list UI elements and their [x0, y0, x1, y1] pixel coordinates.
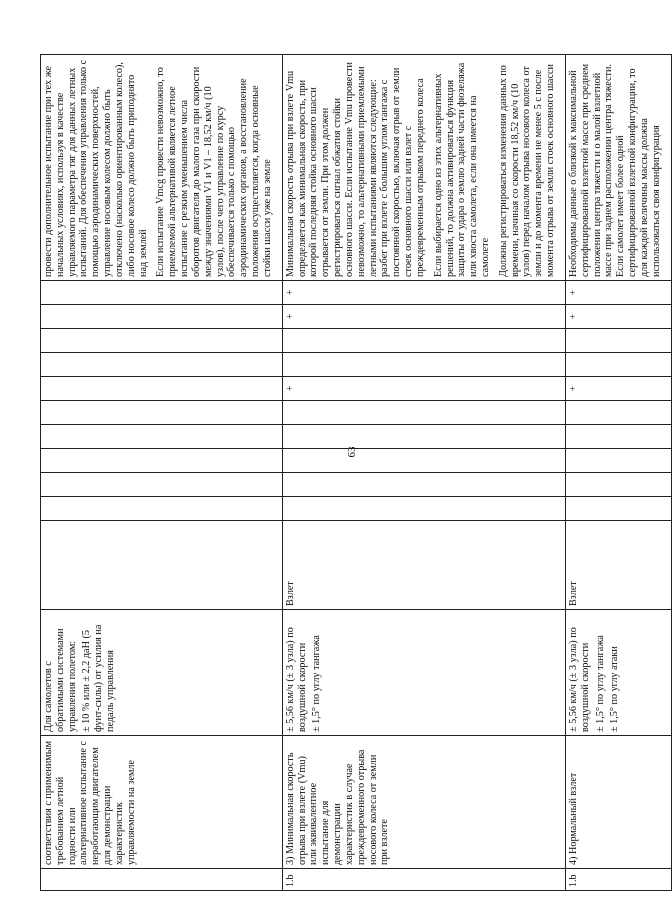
- applicability-mark: [41, 281, 283, 305]
- test-name: 4) Нормальный взлет: [565, 736, 671, 869]
- applicability-mark: [565, 497, 671, 521]
- requirements-table: [40, 55, 662, 891]
- applicability-mark: +: [565, 377, 671, 401]
- applicability-mark: [41, 425, 283, 449]
- notes-cell: [282, 55, 565, 281]
- page-number: 63: [346, 446, 358, 458]
- note-paragraph: Должны регистрироваться изменения данных по времени, начиная со скорости 18,52 км/ч (10 узлов) перед началом отрыва носового колеса от земли и до момента времени не менее 5 с после момента отрыва от земли стоек основного шасси: [497, 64, 557, 277]
- applicability-mark: +: [565, 305, 671, 329]
- applicability-mark: [565, 473, 671, 497]
- note-paragraph: Необходимы данные о близкой к максимальной сертифицированной взлетной массе при среднем положении центра тяжести и о малой взлетной массе при заднем расположении центра тяжести. Если самолет имеет более одной сертифицированной взлетной конфигурации, то для каждой величины массы должна использоваться своя конфигурация: [567, 63, 662, 277]
- applicability-mark: [41, 401, 283, 425]
- note-paragraph: Если выбирается одно из этих альтернативных решений, то должна активироваться функция защиты от удара о землю задней части фюзеляжа или хвоста самолета, если она имеется на самолете: [432, 62, 491, 277]
- applicability-mark: [41, 305, 283, 329]
- flight-phase: Взлет: [565, 521, 671, 610]
- applicability-mark: [41, 497, 283, 521]
- applicability-mark: [282, 401, 565, 425]
- applicability-mark: [565, 353, 671, 377]
- tolerance-text: ± 5,56 км/ч (± 3 узла) по воздушной скорости: [284, 627, 308, 732]
- applicability-mark: [565, 425, 671, 449]
- applicability-mark: [41, 353, 283, 377]
- applicability-mark: [565, 329, 671, 353]
- flight-phase: [41, 521, 283, 610]
- applicability-mark: [565, 449, 671, 473]
- table-row: [41, 55, 283, 891]
- applicability-mark: [41, 449, 283, 473]
- tolerance-text: ± 1,5° по углу атаки: [609, 646, 621, 732]
- test-name: соответствия с применимым требованием летной годности или альтернативное испытание с неработающим двигателем для демонстрации характеристик управляемости на земле: [41, 736, 283, 869]
- row-number: 1.b: [282, 869, 565, 891]
- applicability-mark: [282, 497, 565, 521]
- applicability-mark: [282, 473, 565, 497]
- applicability-mark: [565, 401, 671, 425]
- tolerance-text: ± 1,5° по углу тангажа: [311, 635, 323, 732]
- row-number: 1.b: [565, 869, 671, 891]
- tolerance-cell: [282, 610, 565, 736]
- tolerance-cell: [565, 610, 671, 736]
- applicability-mark: +: [565, 281, 671, 305]
- notes-cell: [41, 55, 283, 281]
- tolerance-text: ± 10 % или ± 2,2 даН (5 фунт-силы) от усилия на педаль управления: [81, 624, 117, 732]
- applicability-mark: +: [282, 377, 565, 401]
- table-row: [565, 55, 671, 891]
- tolerance-cell: [41, 610, 283, 736]
- applicability-mark: [282, 446, 565, 473]
- applicability-mark: [41, 329, 283, 353]
- applicability-mark: [282, 425, 565, 449]
- note-paragraph: провести дополнительное испытание при тех же начальных условиях, используя в качестве управляемого параметра тяг для данных летных испытаний. Для обеспечения управления только с помощью аэродинамических поверхностей, управление носовым колесом должно быть отключено (насколько ориентированным колесо), либо носовое колесо должно быть приподнято над землей: [43, 59, 149, 277]
- notes-cell: [565, 55, 671, 281]
- scanned-table-area: [40, 55, 662, 891]
- tolerance-text: ± 5,56 км/ч (± 3 узла) по воздушной скорости: [567, 627, 591, 732]
- tolerance-text: Для самолетов с обратимыми системами управления полетом:: [43, 628, 78, 732]
- note-paragraph: Минимальная скорость отрыва при взлете Vmu определяется как минимальная скорость, при которой последняя стойка основного шасси отрывается от земли. При этом должен регистрироваться сигнал обжатия стойки основного шасси. Если испытание Vmu провести невозможно, то альтернативными приемлемыми летными испытаниями являются следующие: разбег при взлете с большим углом тангажа с постоянной скоростью, включая отрыв от земли стоек основного шасси или взлет с преждевременным отрывом переднего колеса: [284, 62, 426, 277]
- applicability-mark: [41, 473, 283, 497]
- tolerance-text: ± 1,5° по углу тангажа: [594, 635, 606, 732]
- applicability-mark: +: [282, 281, 565, 305]
- applicability-mark: [282, 329, 565, 353]
- applicability-mark: [282, 353, 565, 377]
- applicability-mark: [41, 377, 283, 401]
- table-row: [282, 55, 565, 891]
- applicability-mark: +: [282, 305, 565, 329]
- test-name: 3) Минимальная скорость отрыва при взлете (Vmu) или эквивалентное испытание для демонстрации характеристик в случае преждевременного отрыва носового колеса от земли при взлете: [282, 736, 565, 869]
- row-number: [41, 869, 283, 891]
- flight-phase: Взлет: [282, 521, 565, 610]
- note-paragraph: Если испытание Vmcg провести невозможно, то приемлемой альтернативой является летное испытание с резким уменьшением числа оборотов двигателя до малого газа при скорости между значениями V1 и V1 – 18,52 км/ч (10 узлов), после чего управление по курсу обеспечивается только с помощью аэродинамических органов, а восстановление положения осуществляется, когда основные стойки шасси уже на земле: [155, 66, 273, 277]
- requirements-table-grid: [40, 54, 672, 891]
